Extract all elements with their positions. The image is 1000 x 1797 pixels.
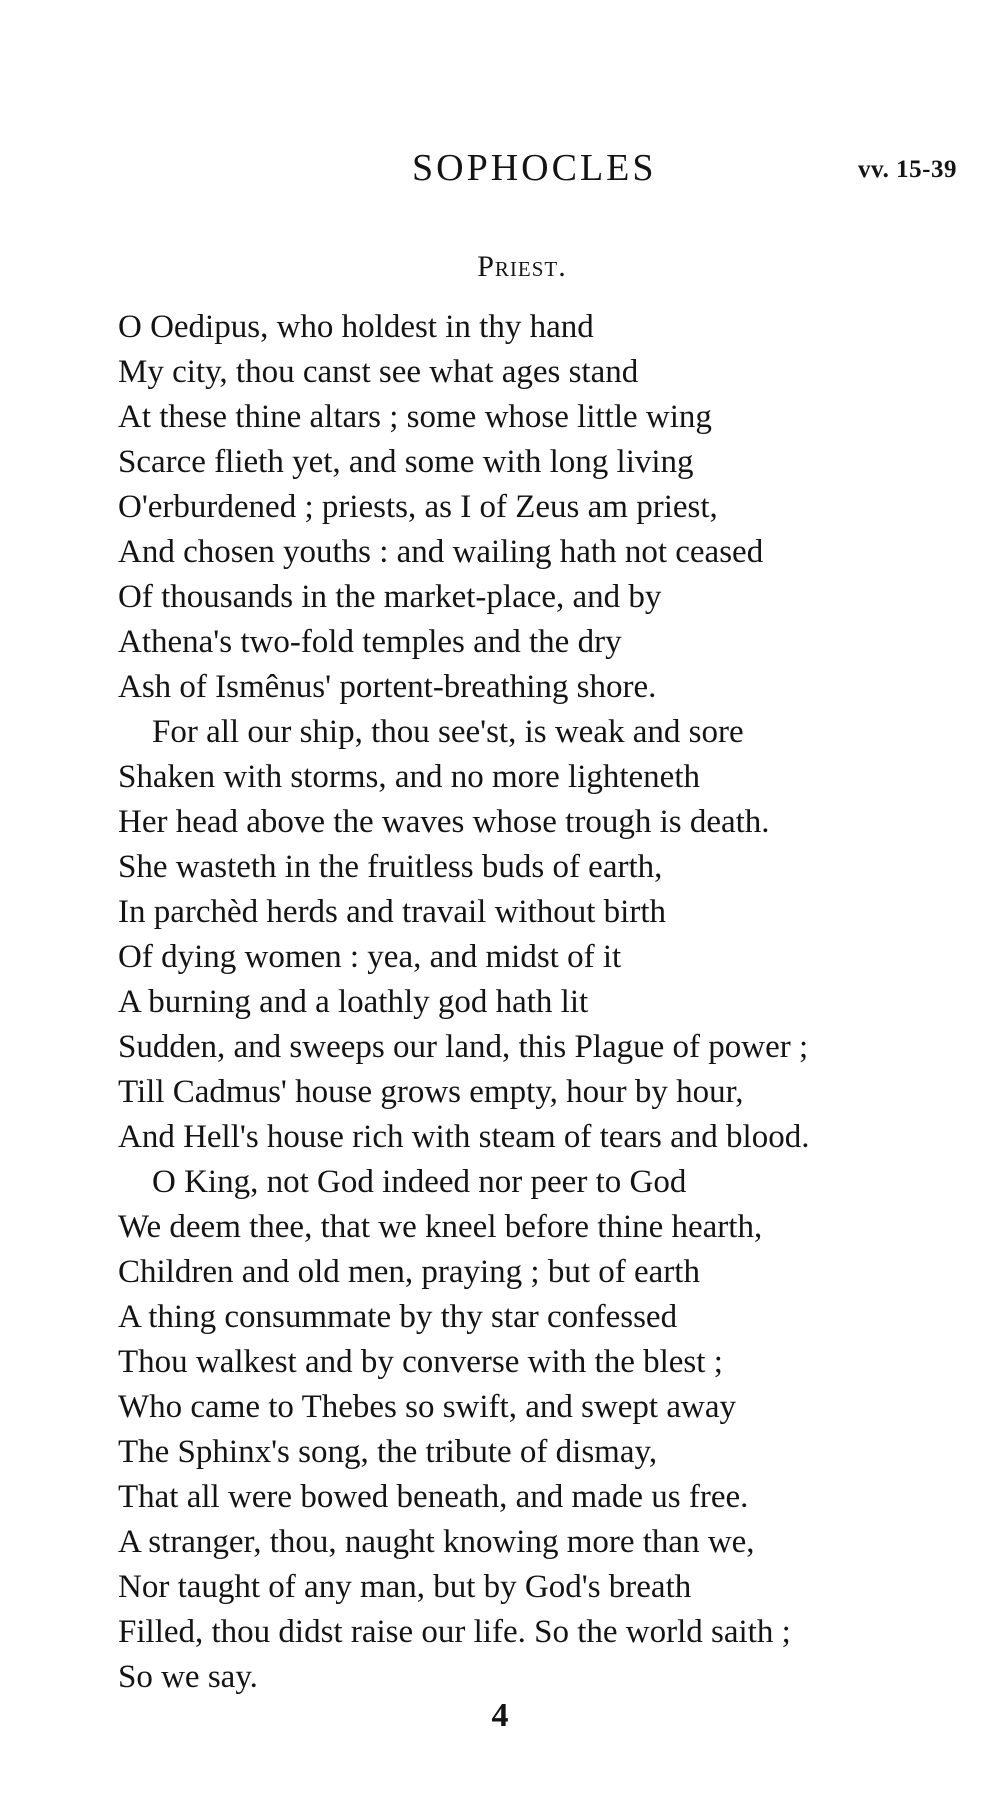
verse-line: Of thousands in the market-place, and by [118, 579, 662, 615]
verse-line: That all were bowed beneath, and made us free. [118, 1479, 749, 1515]
verse-line: Filled, thou didst raise our life. So the world saith ; [118, 1614, 791, 1650]
verse-line: Her head above the waves whose trough is death. [118, 804, 770, 840]
verse-line: O Oedipus, who holdest in thy hand [118, 309, 594, 345]
verse-line-indented: O King, not God indeed nor peer to God [152, 1164, 687, 1200]
verse-line: Scarce flieth yet, and some with long living [118, 444, 694, 480]
verse-line-indented: For all our ship, thou see'st, is weak and sore [152, 714, 744, 750]
running-title: SOPHOCLES [412, 147, 657, 189]
verse-line: The Sphinx's song, the tribute of dismay, [118, 1434, 658, 1470]
verse-line: And chosen youths : and wailing hath not ceased [118, 534, 764, 570]
verse-line: My city, thou canst see what ages stand [118, 354, 639, 390]
poem-text [118, 305, 988, 1700]
verse-line: A thing consummate by thy star confessed [118, 1299, 678, 1335]
verse-line: We deem thee, that we kneel before thine hearth, [118, 1209, 763, 1245]
verse-line: A burning and a loathly god hath lit [118, 984, 589, 1020]
verse-line: Shaken with storms, and no more lighteneth [118, 759, 700, 795]
running-head [0, 146, 1000, 190]
verse-line: Who came to Thebes so swift, and swept away [118, 1389, 736, 1425]
verse-line: So we say. [118, 1659, 258, 1695]
verse-line: Thou walkest and by converse with the blest ; [118, 1344, 723, 1380]
verse-reference: vv. 15-39 [858, 156, 957, 183]
verse-line: Sudden, and sweeps our land, this Plague of power ; [118, 1029, 809, 1065]
verse-line: O'erburdened ; priests, as I of Zeus am priest, [118, 489, 718, 525]
verse-line: She wasteth in the fruitless buds of earth, [118, 849, 663, 885]
verse-line: And Hell's house rich with steam of tears and blood. [118, 1119, 810, 1155]
verse-line: Athena's two-fold temples and the dry [118, 624, 622, 660]
verse-line: In parchèd herds and travail without birth [118, 894, 666, 930]
verse-line: A stranger, thou, naught knowing more than we, [118, 1524, 755, 1560]
verse-line: Of dying women : yea, and midst of it [118, 939, 622, 975]
verse-line: Ash of Ismênus' portent-breathing shore. [118, 669, 657, 705]
page-number: 4 [491, 1697, 509, 1734]
verse-line: Children and old men, praying ; but of earth [118, 1254, 700, 1290]
speaker-heading: Priest. [477, 250, 567, 283]
verse-line: At these thine altars ; some whose little wing [118, 399, 712, 435]
verse-line: Nor taught of any man, but by God's breath [118, 1569, 692, 1605]
verse-line: Till Cadmus' house grows empty, hour by hour, [118, 1074, 744, 1110]
